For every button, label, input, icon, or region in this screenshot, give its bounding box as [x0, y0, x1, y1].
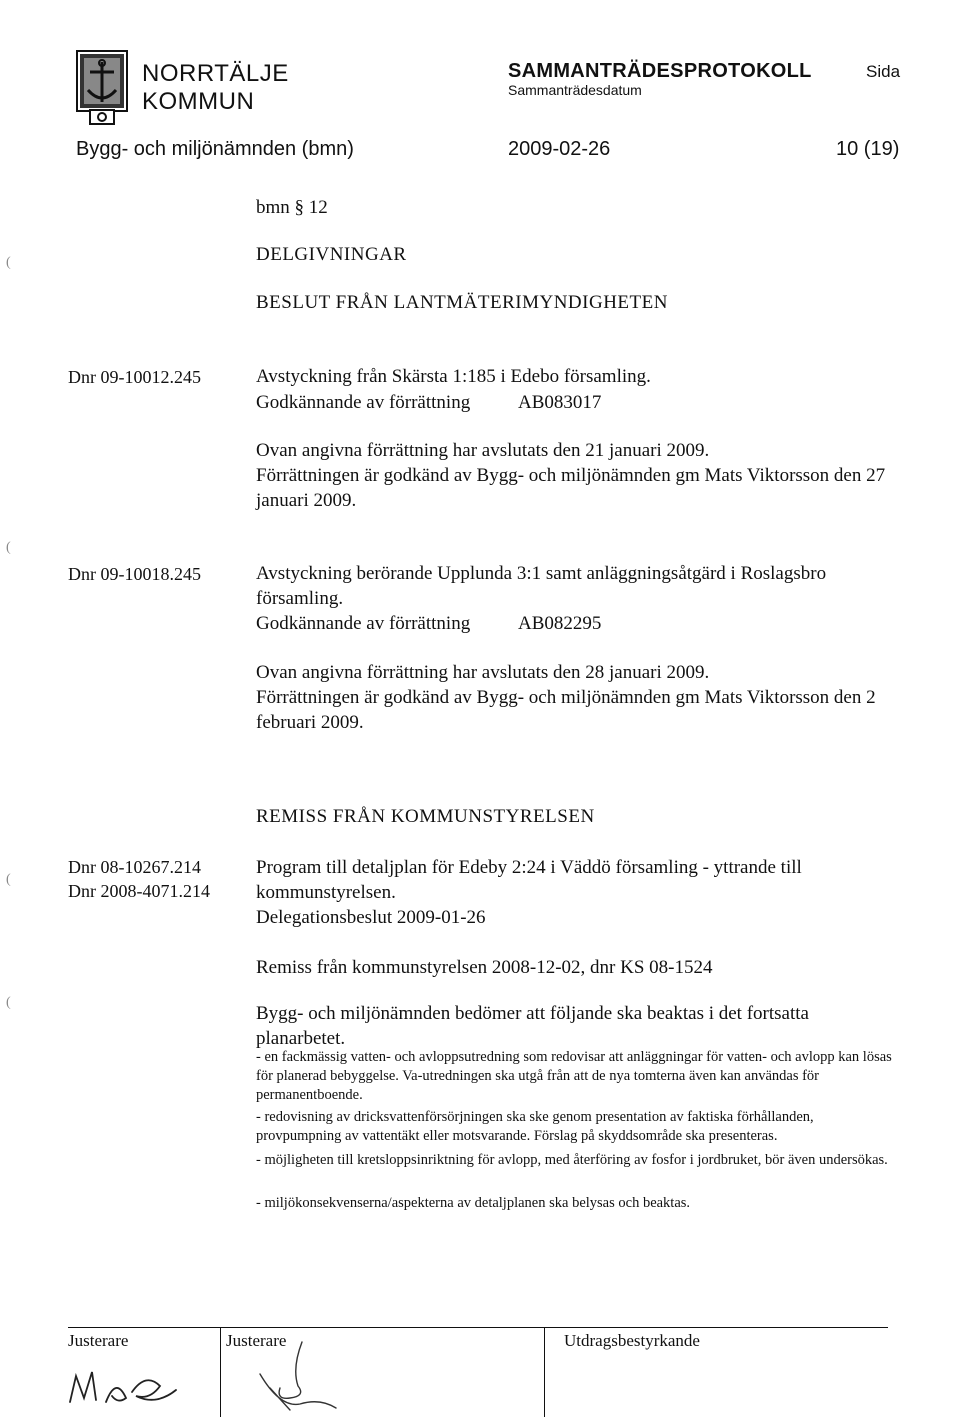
- item-1-approval-label: Godkännande av förrättning: [256, 392, 471, 413]
- item-1-description: Avstyckning från Skärsta 1:185 i Edebo församling.: [256, 366, 651, 387]
- handwritten-signature-2: [240, 1338, 350, 1416]
- protocol-subtitle: Sammanträdesdatum: [508, 82, 642, 98]
- remiss-bullet-3: - möjligheten till kretsloppsinriktning för avlopp, med återföring av fosfor i jordbruket, bör även undersökas.: [256, 1152, 888, 1168]
- item-2-completed: Ovan angivna förrättning har avslutats den 28 januari 2009.: [256, 662, 710, 683]
- remiss-dnr-1: Dnr 08-10267.214: [68, 857, 201, 877]
- remiss-delegation: Delegationsbeslut 2009-01-26: [256, 907, 486, 928]
- meeting-date: 2009-02-26: [508, 138, 611, 160]
- item-1-approved: Förrättningen är godkänd av Bygg- och miljönämnden gm Mats Viktorsson den 27 januari 2009.: [256, 465, 886, 511]
- footer-utdragsbestyrkande: Utdragsbestyrkande: [564, 1331, 700, 1350]
- page-number: 10 (19): [836, 138, 900, 160]
- page-label: Sida: [866, 62, 901, 81]
- scan-margin-mark: (: [6, 872, 11, 887]
- remiss-bullet-4: - miljökonsekvenserna/aspekterna av detaljplanen ska belysas och beaktas.: [256, 1195, 691, 1211]
- item-2-approval-code: AB082295: [518, 613, 602, 634]
- committee-name: Bygg- och miljönämnden (bmn): [76, 138, 354, 160]
- remiss-reference: Remiss från kommunstyrelsen 2008-12-02, dnr KS 08-1524: [256, 957, 713, 978]
- scan-margin-mark: (: [6, 540, 11, 555]
- item-2-description: Avstyckning berörande Upplunda 3:1 samt anläggningsåtgärd i Roslagsbro församling.: [256, 563, 827, 609]
- item-2-dnr: Dnr 09-10018.245: [68, 564, 201, 584]
- remiss-intro: Bygg- och miljönämnden bedömer att följande ska beaktas i det fortsatta planarbetet.: [256, 1003, 809, 1049]
- item-2-approval-label: Godkännande av förrättning: [256, 613, 471, 634]
- remiss-dnr-2: Dnr 2008-4071.214: [68, 881, 210, 901]
- org-name-line2: KOMMUN: [142, 88, 255, 115]
- item-1-dnr: Dnr 09-10012.245: [68, 367, 201, 387]
- footer-divider: [220, 1327, 221, 1417]
- remiss-program: Program till detaljplan för Edeby 2:24 i Väddö församling - yttrande till kommunstyrelsen.: [256, 857, 802, 903]
- protocol-title: SAMMANTRÄDESPROTOKOLL: [508, 60, 812, 82]
- section-title: DELGIVNINGAR: [256, 244, 407, 265]
- scan-margin-mark: (: [6, 255, 11, 270]
- footer-rule: [68, 1327, 888, 1328]
- section-subtitle: BESLUT FRÅN LANTMÄTERIMYNDIGHETEN: [256, 292, 668, 313]
- org-name-line1: NORRTÄLJE: [142, 60, 289, 87]
- scan-margin-mark: (: [6, 995, 11, 1010]
- footer-justerare-2: Justerare: [226, 1331, 287, 1350]
- paragraph-reference: bmn § 12: [256, 197, 328, 218]
- item-1-completed: Ovan angivna förrättning har avslutats den 21 januari 2009.: [256, 440, 710, 461]
- footer-divider: [544, 1327, 545, 1417]
- item-1-approval-code: AB083017: [518, 392, 602, 413]
- remiss-bullet-1: - en fackmässig vatten- och avloppsutredning som redovisar att anläggningar för vatten- och avlopp kan lösas för planerad bebyggelse. Va-utredningen ska utgå från att de nya tomterna även kan användas för permanentboende.: [256, 1049, 892, 1103]
- remiss-bullet-2: - redovisning av dricksvattenförsörjningen ska ske genom presentation av faktiska förhållanden, provpumpning av vattentäkt eller motsvarande. Förslag på skyddsområde ska presenteras.: [256, 1109, 814, 1144]
- remiss-title: REMISS FRÅN KOMMUNSTYRELSEN: [256, 806, 595, 827]
- footer-justerare-1: Justerare: [68, 1331, 129, 1350]
- municipality-crest-logo: [76, 50, 128, 128]
- item-2-approved: Förrättningen är godkänd av Bygg- och miljönämnden gm Mats Viktorsson den 2 februari 2009.: [256, 687, 876, 733]
- handwritten-signature-1: [66, 1362, 196, 1410]
